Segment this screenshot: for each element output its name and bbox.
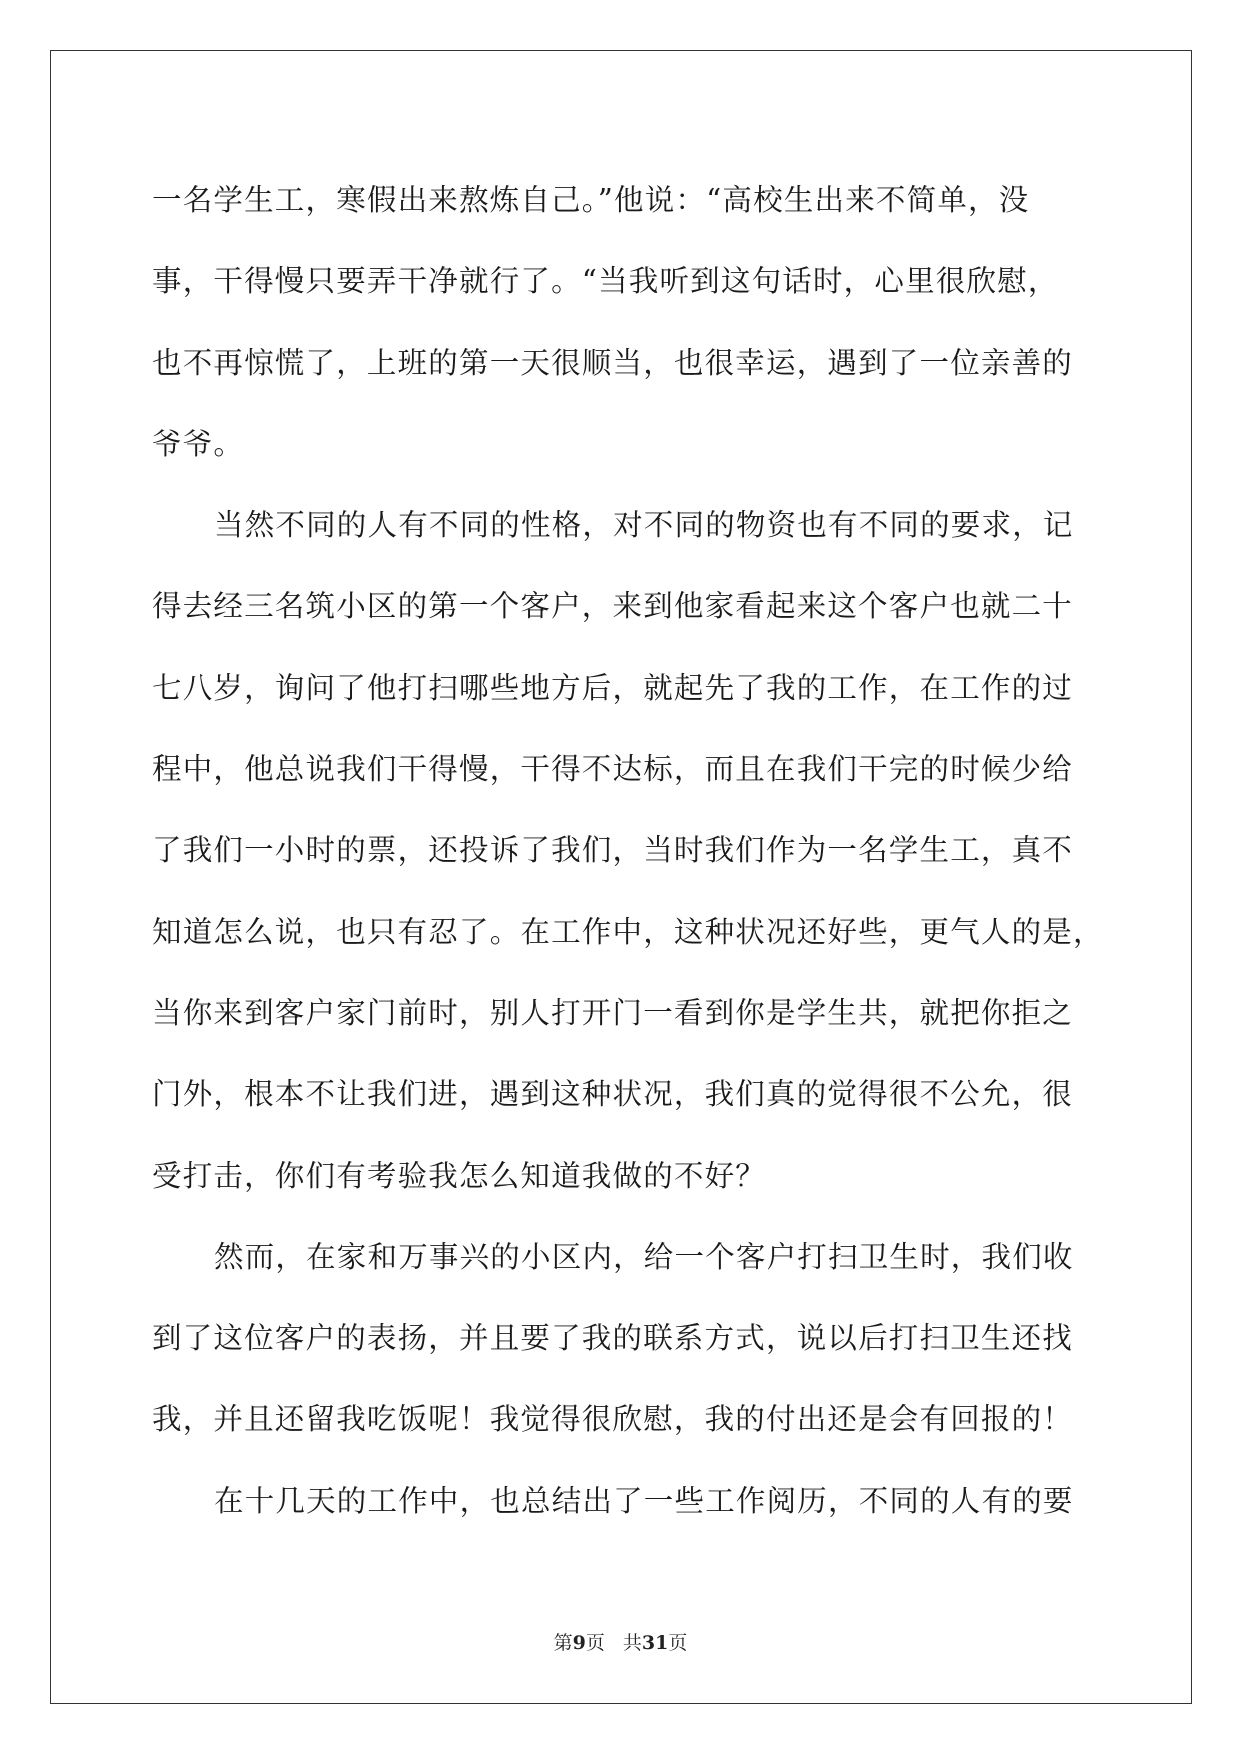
text-line-17: 在十几天的工作中，也总结出了一些工作阅历，不同的人有的要: [214, 1483, 1074, 1518]
total-pages: 31: [641, 1632, 669, 1654]
text-line-10: 知道怎么说，也只有忍了。在工作中，这种状况还好些，更气人的是，: [152, 914, 1104, 949]
text-line-16: 我，并且还留我吃饭呢！我觉得很欣慰，我的付出还是会有回报的！: [152, 1402, 1074, 1437]
text-line-6: 得去经三名筑小区的第一个客户，来到他家看起来这个客户也就二十: [152, 589, 1074, 624]
total-prefix: 共: [622, 1632, 642, 1654]
total-suffix: 页: [668, 1632, 688, 1654]
page-footer: [0, 1628, 1241, 1655]
page-prefix: 第: [553, 1632, 573, 1654]
text-line-8: 程中，他总说我们干得慢，干得不达标，而且在我们干完的时候少给: [152, 752, 1074, 787]
text-line-14: 然而，在家和万事兴的小区内，给一个客户打扫卫生时，我们收: [214, 1239, 1074, 1274]
text-line-13: 受打击，你们有考验我怎么知道我做的不好？: [152, 1158, 767, 1193]
text-line-1: 一名学生工，寒假出来熬炼自己。”他说：“高校生出来不简单，没: [152, 183, 1030, 217]
page-number: 9: [572, 1632, 586, 1654]
text-line-12: 门外，根本不让我们进，遇到这种状况，我们真的觉得很不公允，很: [152, 1077, 1074, 1112]
text-line-3: 也不再惊慌了，上班的第一天很顺当，也很幸运，遇到了一位亲善的: [152, 345, 1074, 380]
text-line-15: 到了这位客户的表扬，并且要了我的联系方式，说以后打扫卫生还找: [152, 1321, 1074, 1356]
text-line-9: 了我们一小时的票，还投诉了我们，当时我们作为一名学生工，真不: [152, 833, 1074, 868]
page-suffix: 页: [585, 1632, 605, 1654]
text-line-2: 事，干得慢只要弄干净就行了。“当我听到这句话时，心里很欣慰，: [152, 264, 1059, 299]
text-line-4: 爷爷。: [152, 426, 245, 461]
document-body: [152, 160, 1104, 1542]
text-line-11: 当你来到客户家门前时，别人打开门一看到你是学生共，就把你拒之: [152, 995, 1074, 1030]
text-line-5: 当然不同的人有不同的性格，对不同的物资也有不同的要求，记: [214, 508, 1074, 543]
text-line-7: 七八岁，询问了他打扫哪些地方后，就起先了我的工作，在工作的过: [152, 670, 1074, 705]
